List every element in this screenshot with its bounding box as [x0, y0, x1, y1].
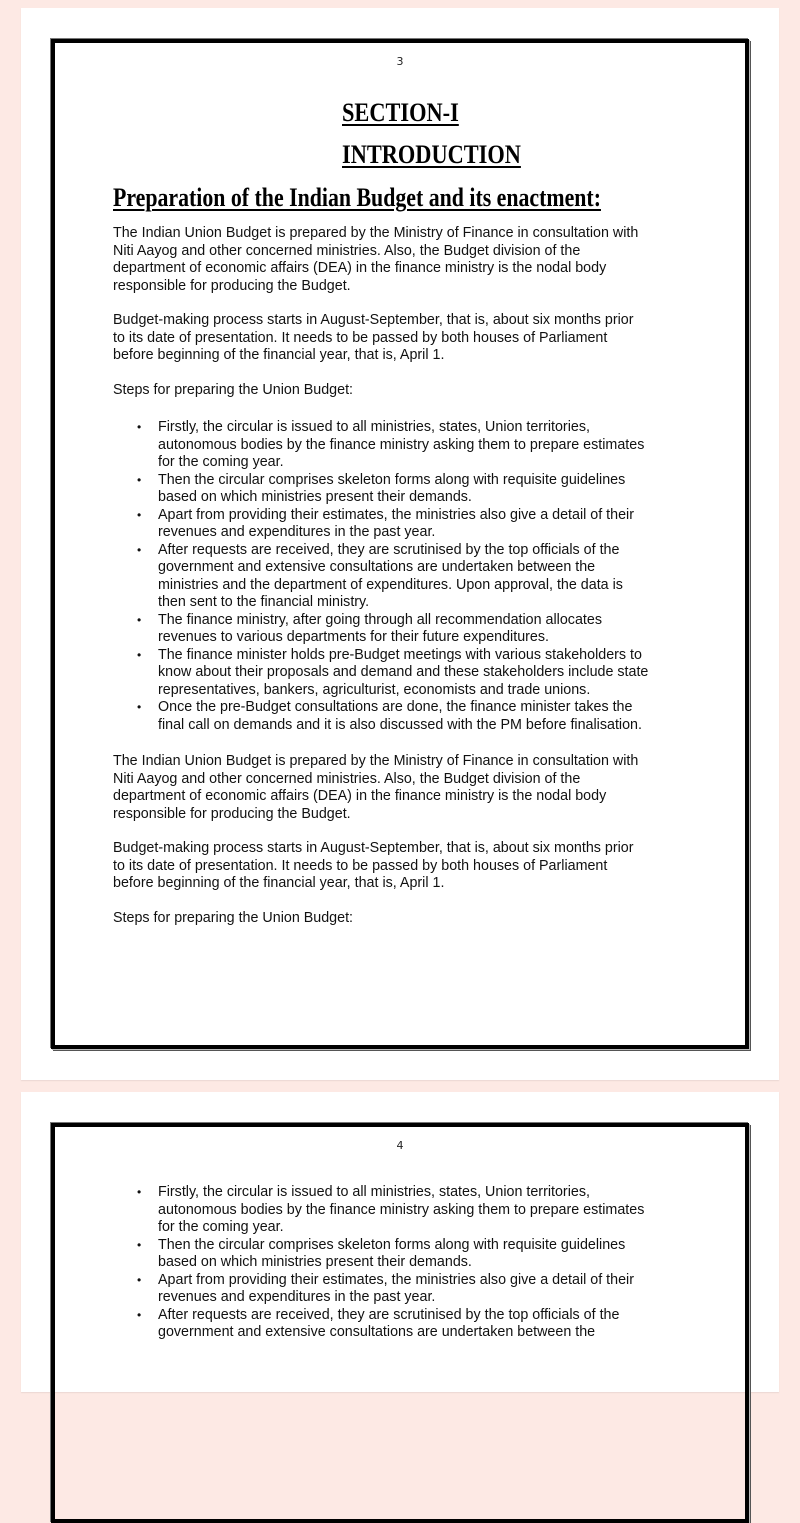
text-line: Apart from providing their estimates, the ministries also give a detail of their	[158, 1271, 634, 1288]
text-line: After requests are received, they are scrutinised by the top officials of the	[158, 1306, 620, 1323]
text-line: before beginning of the financial year, that is, April 1.	[113, 875, 445, 891]
text-line: The finance minister holds pre-Budget meetings with various stakeholders to	[158, 646, 642, 663]
text-line: revenues to various departments for their future expenditures.	[158, 629, 549, 645]
steps-list	[113, 419, 648, 734]
list-item	[113, 1237, 644, 1272]
bullet-icon: •	[137, 472, 142, 487]
text-line: Budget-making process starts in August-September, that is, about six months prior	[113, 312, 634, 328]
text-line: government and extensive consultations are undertaken between the	[158, 559, 596, 575]
text-line: The Indian Union Budget is prepared by the Ministry of Finance in consultation with	[113, 225, 639, 241]
list-item	[113, 507, 648, 542]
section-heading: Preparation of the Indian Budget and its enactment:	[113, 183, 601, 212]
text-line: revenues and expenditures in the past year.	[158, 524, 436, 540]
text-line: Steps for preparing the Union Budget:	[113, 909, 354, 926]
text-line: before beginning of the financial year, that is, April 1.	[113, 347, 445, 363]
text-line: Firstly, the circular is issued to all ministries, states, Union territories,	[158, 419, 590, 435]
bullet-icon: •	[137, 420, 142, 434]
steps-list	[113, 1184, 644, 1342]
text-line: department of economic affairs (DEA) in the finance ministry is the nodal body	[113, 788, 607, 804]
section-subtitle: INTRODUCTION	[342, 140, 521, 169]
bullet-icon: •	[137, 647, 142, 662]
text-line: The finance ministry, after going through all recommendation allocates	[158, 611, 602, 628]
list-item	[113, 542, 648, 612]
document-page-4	[21, 1092, 779, 1392]
paragraph	[113, 840, 634, 893]
text-line: Firstly, the circular is issued to all ministries, states, Union territories,	[158, 1184, 590, 1200]
text-line: Steps for preparing the Union Budget:	[113, 381, 354, 398]
text-line: Once the pre-Budget consultations are done, the finance minister takes the	[158, 699, 633, 715]
list-item	[113, 419, 648, 472]
paragraph	[113, 312, 634, 365]
text-line: representatives, bankers, agriculturist, economists and trade unions.	[158, 681, 591, 698]
paragraph	[113, 910, 353, 928]
text-line: Then the circular comprises skeleton forms along with requisite guidelines	[158, 471, 626, 488]
page-number: 4	[396, 1139, 404, 1152]
text-line: then sent to the financial ministry.	[158, 594, 370, 610]
bullet-icon: •	[137, 1185, 142, 1199]
bullet-icon: •	[137, 700, 142, 714]
text-line: based on which ministries present their demands.	[158, 1254, 472, 1270]
text-line: Budget-making process starts in August-September, that is, about six months prior	[113, 840, 634, 856]
bullet-icon: •	[137, 1307, 142, 1322]
bullet-icon: •	[137, 542, 142, 557]
text-line: revenues and expenditures in the past year.	[158, 1289, 436, 1305]
list-item	[113, 1272, 644, 1307]
bullet-icon: •	[137, 612, 142, 627]
text-line: Then the circular comprises skeleton forms along with requisite guidelines	[158, 1236, 626, 1253]
document-page-3	[21, 8, 779, 1080]
bullet-icon: •	[137, 1272, 142, 1287]
text-line: to its date of presentation. It needs to be passed by both houses of Parliament	[113, 857, 608, 874]
text-line: Apart from providing their estimates, the ministries also give a detail of their	[158, 506, 634, 523]
text-line: Niti Aayog and other concerned ministries. Also, the Budget division of the	[113, 770, 581, 787]
text-line: responsible for producing the Budget.	[113, 277, 351, 294]
text-line: for the coming year.	[158, 1219, 284, 1235]
paragraph	[113, 753, 638, 823]
list-item	[113, 612, 648, 647]
text-line: The Indian Union Budget is prepared by the Ministry of Finance in consultation with	[113, 753, 639, 769]
list-item	[113, 472, 648, 507]
text-line: After requests are received, they are scrutinised by the top officials of the	[158, 541, 620, 558]
list-item	[113, 1307, 644, 1342]
text-line: autonomous bodies by the finance ministry asking them to prepare estimates	[158, 436, 645, 453]
text-line: final call on demands and it is also discussed with the PM before finalisation.	[158, 716, 642, 733]
text-line: government and extensive consultations are undertaken between the	[158, 1324, 596, 1340]
text-line: autonomous bodies by the finance ministry asking them to prepare estimates	[158, 1201, 645, 1218]
text-line: ministries and the department of expenditures. Upon approval, the data is	[158, 576, 623, 593]
text-line: know about their proposals and demand and these stakeholders include state	[158, 664, 649, 680]
list-item	[113, 647, 648, 700]
text-line: for the coming year.	[158, 454, 284, 470]
text-line: department of economic affairs (DEA) in the finance ministry is the nodal body	[113, 260, 607, 276]
page-number: 3	[396, 55, 404, 68]
bullet-icon: •	[137, 507, 142, 522]
paragraph	[113, 225, 638, 295]
paragraph	[113, 382, 353, 400]
text-line: based on which ministries present their demands.	[158, 489, 472, 505]
section-title: SECTION-I	[342, 98, 459, 127]
text-line: to its date of presentation. It needs to be passed by both houses of Parliament	[113, 329, 608, 346]
bullet-icon: •	[137, 1237, 142, 1252]
list-item	[113, 1184, 644, 1237]
text-line: Niti Aayog and other concerned ministries. Also, the Budget division of the	[113, 242, 581, 259]
list-item	[113, 699, 648, 734]
text-line: responsible for producing the Budget.	[113, 805, 351, 822]
